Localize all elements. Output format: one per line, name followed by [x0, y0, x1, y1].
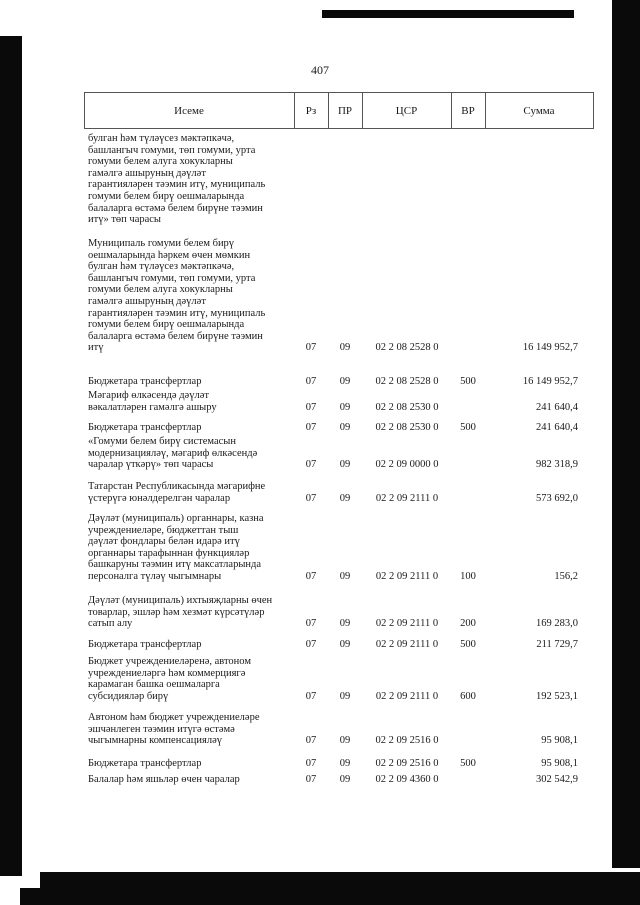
cell-name-line: гомуми белем алуга хокукларны [88, 156, 233, 168]
cell-sum: 241 640,4 [536, 401, 578, 413]
cell-sum: 16 149 952,7 [522, 342, 578, 354]
cell-pr: 09 [339, 690, 351, 702]
cell-name-line: гарантияләрен тәэмин итү, муниципаль [88, 179, 266, 191]
cell-rz: 07 [305, 735, 317, 747]
cell-name-line: булган һәм түләүсез мәктәпкәчә, [88, 261, 235, 273]
cell-csr: 02 2 09 2111 0 [375, 571, 439, 582]
scan-border-left [0, 36, 22, 876]
cell-name [88, 238, 288, 354]
cell-name [88, 595, 288, 630]
cell-vr: 500 [460, 639, 476, 650]
cell-name-line: гомуми белем алуга хокукларны [88, 284, 233, 296]
cell-csr: 02 2 08 2530 0 [375, 401, 439, 413]
cell-rz: 07 [305, 690, 317, 702]
scan-border-bottom-corner [20, 888, 60, 905]
cell-rz: 07 [305, 639, 317, 650]
cell-sum: 169 283,0 [536, 618, 578, 630]
cell-name-line: учреждениеләргә һәм коммерциягә [88, 667, 246, 679]
cell-name-line: гарантияләрен тәэмин итү, муниципаль [88, 307, 266, 319]
cell-name-line: Мәгариф өлкәсендә дәүләт [88, 390, 209, 401]
cell-name [88, 422, 288, 434]
cell-csr: 02 2 09 2111 0 [375, 690, 439, 702]
cell-name-line: гомуми белем бирү оешмаларында [88, 190, 245, 202]
cell-name-line: товарлар, эшләр һәм хезмәт күрсәтүләр [88, 606, 265, 618]
cell-csr: 02 2 09 2516 0 [375, 735, 439, 747]
cell-csr: 02 2 09 2111 0 [375, 639, 439, 650]
cell-name-line: субсидияләр бирү [88, 690, 169, 702]
cell-csr: 02 2 09 2516 0 [375, 758, 439, 769]
cell-vr: 500 [460, 422, 476, 433]
scan-border-right [612, 0, 640, 868]
cell-rz: 07 [305, 571, 317, 582]
cell-csr: 02 2 09 4360 0 [375, 774, 439, 785]
cell-name-line: персоналга түләү чыгымнары [88, 570, 222, 582]
cell-sum: 982 318,9 [536, 459, 578, 471]
cell-vr: 600 [460, 690, 476, 702]
cell-name-line: учреждениеләре, бюджеттан тыш [88, 524, 239, 536]
cell-name-line: сатып алу [88, 618, 133, 630]
cell-csr: 02 2 09 2111 0 [375, 492, 439, 504]
column-header-sum: Сумма [523, 104, 555, 117]
cell-rz: 07 [305, 376, 317, 387]
cell-name-line: Бюджетара трансфертлар [88, 639, 202, 650]
column-header-csr: ЦСР [395, 104, 418, 117]
cell-name [88, 376, 288, 388]
page-number: 407 [311, 63, 329, 77]
cell-name-line: карамаган башка оешмаларга [88, 679, 220, 691]
cell-name-line: Бюджетара трансфертлар [88, 422, 202, 433]
cell-name [88, 481, 288, 504]
cell-name-line: чаралар үткәрү» төп чарасы [88, 459, 214, 471]
cell-vr: 500 [460, 758, 476, 769]
cell-name-line: Балалар һәм яшьләр өчен чаралар [88, 774, 240, 785]
cell-name [88, 133, 288, 226]
cell-name-line: органнары тарафыннан функцияләр [88, 547, 250, 559]
cell-sum: 211 729,7 [536, 639, 578, 650]
cell-pr: 09 [339, 618, 351, 630]
cell-sum: 302 542,9 [536, 774, 578, 785]
cell-name-line: гамәлгә ашыруның дәүләт [88, 295, 206, 307]
cell-name [88, 656, 288, 702]
cell-sum: 241 640,4 [536, 422, 578, 433]
cell-name-line: Татарстан Республикасында мәгарифне [88, 481, 266, 492]
cell-rz: 07 [305, 758, 317, 769]
cell-name-line: Бюджетара трансфертлар [88, 376, 202, 387]
cell-name-line: гомуми белем бирү оешмаларында [88, 319, 245, 331]
cell-name [88, 758, 288, 770]
cell-pr: 09 [339, 376, 351, 387]
cell-name-line: үстерүгә юнәлдерелгән чаралар [88, 492, 231, 504]
cell-sum: 95 908,1 [541, 758, 578, 769]
scan-border-bottom [40, 872, 640, 905]
cell-name-line: Бюджетара трансфертлар [88, 758, 202, 769]
cell-pr: 09 [339, 401, 351, 413]
cell-csr: 02 2 09 0000 0 [375, 459, 439, 471]
cell-vr: 200 [460, 618, 476, 630]
column-header-vr: ВР [461, 104, 475, 117]
scan-border-top [322, 10, 574, 18]
cell-name [88, 390, 288, 413]
cell-rz: 07 [305, 492, 317, 504]
cell-name-line: итү» төп чарасы [88, 214, 161, 226]
column-header-rz: Рз [305, 104, 317, 117]
cell-pr: 09 [339, 571, 351, 582]
cell-name-line: вәкалатләрен гамәлгә ашыру [88, 401, 217, 413]
cell-name-line: оешмаларында һәркем өчен мөмкин [88, 249, 251, 261]
cell-name-line: Дәүләт (муниципаль) органнары, казна [88, 513, 264, 524]
cell-vr: 100 [460, 571, 476, 582]
cell-pr: 09 [339, 422, 351, 433]
cell-pr: 09 [339, 342, 351, 354]
cell-name-line: эшчәнлеген тәэмин итүгә өстәмә [88, 723, 235, 735]
cell-name-line: Муниципаль гомуми белем бирү [88, 238, 235, 249]
cell-pr: 09 [339, 774, 351, 785]
cell-name [88, 774, 288, 786]
column-header-pr: ПР [337, 104, 353, 117]
cell-name [88, 639, 288, 651]
cell-name-line: башлангыч гомуми, төп гомуми, урта [88, 272, 256, 284]
cell-vr: 500 [460, 376, 476, 387]
cell-rz: 07 [305, 422, 317, 433]
cell-pr: 09 [339, 492, 351, 504]
cell-rz: 07 [305, 401, 317, 413]
cell-name-line: балаларга өстәмә белем бирүне тәэмин [88, 202, 263, 214]
cell-csr: 02 2 09 2111 0 [375, 618, 439, 630]
cell-sum: 16 149 952,7 [522, 376, 578, 387]
cell-pr: 09 [339, 459, 351, 471]
cell-name-line: Автоном һәм бюджет учреждениеләре [88, 712, 260, 723]
cell-pr: 09 [339, 639, 351, 650]
cell-name-line: булган һәм түләүсез мәктәпкәчә, [88, 133, 235, 144]
cell-rz: 07 [305, 342, 317, 354]
cell-rz: 07 [305, 774, 317, 785]
cell-csr: 02 2 08 2528 0 [375, 376, 439, 387]
cell-name-line: Бюджет учреждениеләренә, автоном [88, 656, 251, 667]
cell-name-line: «Гомуми белем бирү системасын [88, 436, 236, 447]
cell-name [88, 513, 288, 583]
cell-name-line: модернизацияләү, мәгариф өлкәсендә [88, 447, 258, 459]
cell-name-line: гамәлгә ашыруның дәүләт [88, 167, 206, 179]
cell-name-line: башкаруны тәэмин итү максатларында [88, 559, 262, 571]
cell-sum: 192 523,1 [536, 690, 578, 702]
cell-pr: 09 [339, 735, 351, 747]
cell-csr: 02 2 08 2528 0 [375, 342, 439, 354]
cell-sum: 156,2 [554, 571, 578, 582]
cell-name [88, 436, 288, 471]
cell-name-line: дәүләт фондлары белән идарә итү [88, 536, 240, 548]
column-header-name: Исеме [174, 104, 204, 117]
cell-name [88, 712, 288, 747]
cell-rz: 07 [305, 459, 317, 471]
cell-pr: 09 [339, 758, 351, 769]
cell-name-line: Дәүләт (муниципаль) ихтыяҗларны өчен [88, 595, 273, 606]
cell-name-line: чыгымнарны компенсацияләү [88, 735, 222, 747]
cell-name-line: балаларга өстәмә белем бирүне тәэмин [88, 330, 263, 342]
cell-sum: 95 908,1 [541, 735, 578, 747]
cell-csr: 02 2 08 2530 0 [375, 422, 439, 433]
cell-rz: 07 [305, 618, 317, 630]
cell-name-line: башлангыч гомуми, төп гомуми, урта [88, 144, 256, 156]
cell-name-line: итү [88, 342, 104, 354]
cell-sum: 573 692,0 [536, 492, 578, 504]
